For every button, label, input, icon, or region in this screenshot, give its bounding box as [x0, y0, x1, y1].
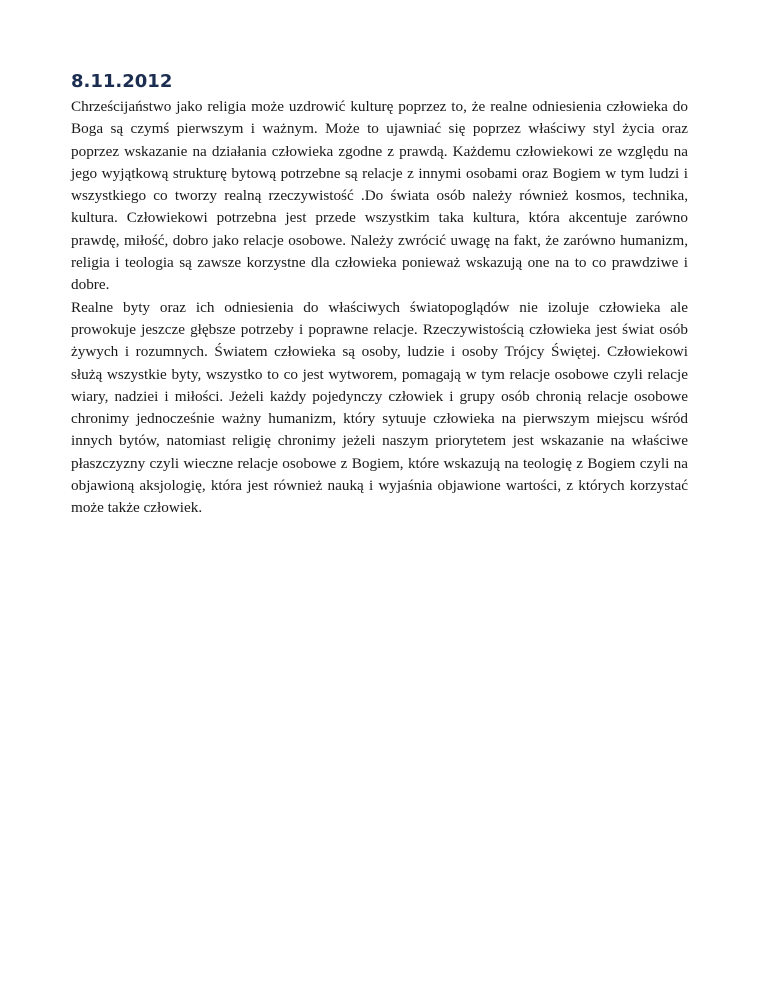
paragraph: Chrześcijaństwo jako religia może uzdrowić kulturę poprzez to, że realne odniesienia człowieka do Boga są czymś pierwszym i ważnym. Może to ujawniać się poprzez właściwy styl życia oraz poprzez wskazanie na działania człowieka zgodne z prawdą. Każdemu człowiekowi ze względu na jego wyjątkową strukturę bytową potrzebne są relacje z innymi osobami oraz Bogiem w tym ludzi i wszystkiego co tworzy realną rzeczywistość .Do świata osób należy również kosmos, technika, kultura. Człowiekowi potrzebna jest przede wszystkim taka kultura, która akcentuje zarówno prawdę, miłość, dobro jako relacje osobowe. Należy zwrócić uwagę na fakt, że zarówno humanizm, religia i teologia są zawsze korzystne dla człowieka ponieważ wskazują one na to co prawdziwe i dobre. — [71, 98, 688, 294]
date-heading: 8.11.2012 — [71, 71, 173, 92]
document-body — [71, 70, 688, 520]
paragraph: Realne byty oraz ich odniesienia do właściwych światopoglądów nie izoluje człowieka ale prowokuje jeszcze głębsze potrzeby i poprawne relacje. Rzeczywistością człowieka jest świat osób żywych i rozumnych. Światem człowieka są osoby, ludzie i osoby Trójcy Świętej. Człowiekowi służą wszystkie byty, wszystko to co jest wytworem, pomagają w tym relacje osobowe czyli relacje wiary, nadziei i miłości. Jeżeli każdy pojedynczy człowiek i grupy osób chronią relacje osobowe chronimy jednocześnie ważny humanizm, który sytuuje człowieka na pierwszym miejscu wśród innych bytów, natomiast religię chronimy jeżeli naszym priorytetem jest wskazanie na właściwe płaszczyzny czyli wieczne relacje osobowe z Bogiem, które wskazują na teologię z Bogiem czyli na objawioną aksjologię, która jest również nauką i wyjaśnia objawione wartości, z których korzystać może także człowiek. — [71, 298, 688, 517]
